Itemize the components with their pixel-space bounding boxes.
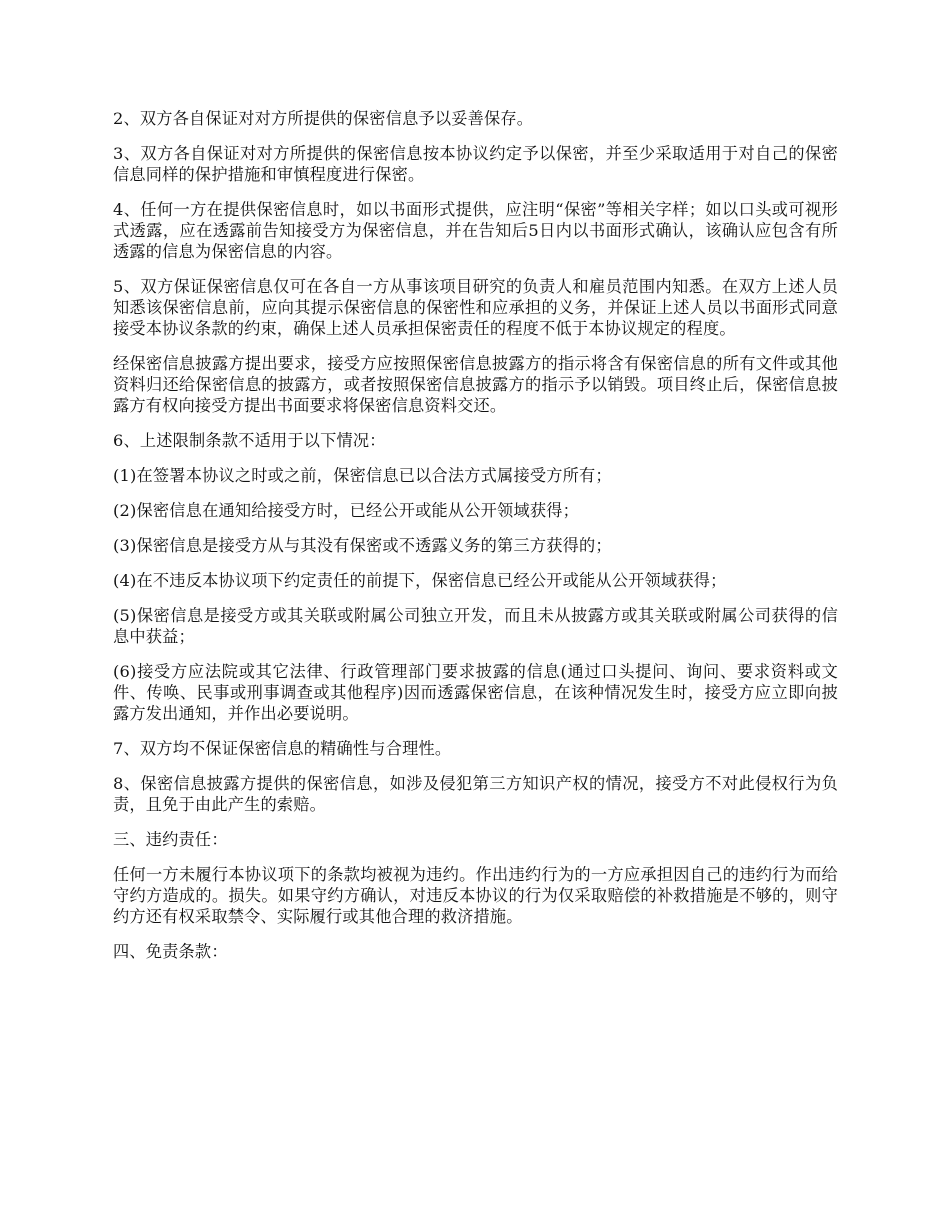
clause-5: 5、双方保证保密信息仅可在各自一方从事该项目研究的负责人和雇员范围内知悉。在双方上述人员知悉该保密信息前，应向其提示保密信息的保密性和应承担的义务，并保证上述人员以书面形式同意接受本协议条款的约束，确保上述人员承担保密责任的程度不低于本协议规定的程度。 bbox=[113, 277, 838, 338]
clause-6: 6、上述限制条款不适用于以下情况： bbox=[113, 431, 386, 450]
clause-8: 8、保密信息披露方提供的保密信息，如涉及侵犯第三方知识产权的情况，接受方不对此侵权行为负责，且免于由此产生的索赔。 bbox=[113, 774, 838, 814]
exception-6: (6)接受方应法院或其它法律、行政管理部门要求披露的信息(通过口头提问、询问、要求资料或文件、传唤、民事或刑事调查或其他程序)因而透露保密信息，在该种情况发生时，接受方应立即向披露方发出通知，并作出必要说明。 bbox=[113, 662, 838, 723]
document-page bbox=[113, 108, 838, 976]
clause-3: 3、双方各自保证对对方所提供的保密信息按本协议约定予以保密，并至少采取适用于对自己的保密信息同样的保护措施和审慎程度进行保密。 bbox=[113, 144, 838, 184]
clause-7: 7、双方均不保证保密信息的精确性与合理性。 bbox=[113, 739, 452, 758]
return-or-destroy-paragraph: 经保密信息披露方提出要求，接受方应按照保密信息披露方的指示将含有保密信息的所有文件或其他资料归还给保密信息的披露方，或者按照保密信息披露方的指示予以销毁。项目终止后，保密信息披露方有权向接受方提出书面要求将保密信息资料交还。 bbox=[113, 354, 838, 415]
exception-3: (3)保密信息是接受方从与其没有保密或不透露义务的第三方获得的； bbox=[113, 536, 612, 555]
section-heading-disclaimer: 四、免责条款： bbox=[113, 942, 228, 961]
clause-2: 2、双方各自保证对对方所提供的保密信息予以妥善保存。 bbox=[113, 109, 534, 128]
exception-1: (1)在签署本协议之时或之前，保密信息已以合法方式属接受方所有； bbox=[113, 466, 612, 485]
exception-5: (5)保密信息是接受方或其关联或附属公司独立开发，而且未从披露方或其关联或附属公司获得的信息中获益； bbox=[113, 606, 838, 646]
exception-2: (2)保密信息在通知给接受方时，已经公开或能从公开领域获得； bbox=[113, 501, 579, 520]
clause-4: 4、任何一方在提供保密信息时，如以书面形式提供，应注明“保密”等相关字样；如以口头或可视形式透露，应在透露前告知接受方为保密信息，并在告知后5日内以书面形式确认，该确认应包含有所透露的信息为保密信息的内容。 bbox=[113, 200, 838, 261]
exception-4: (4)在不违反本协议项下约定责任的前提下，保密信息已经公开或能从公开领域获得； bbox=[113, 571, 727, 590]
section-heading-breach: 三、违约责任： bbox=[113, 830, 228, 849]
breach-paragraph: 任何一方未履行本协议项下的条款均被视为违约。作出违约行为的一方应承担因自己的违约行为而给守约方造成的。损失。如果守约方确认，对违反本协议的行为仅采取赔偿的补救措施是不够的，则守约方还有权采取禁令、实际履行或其他合理的救济措施。 bbox=[113, 865, 838, 926]
